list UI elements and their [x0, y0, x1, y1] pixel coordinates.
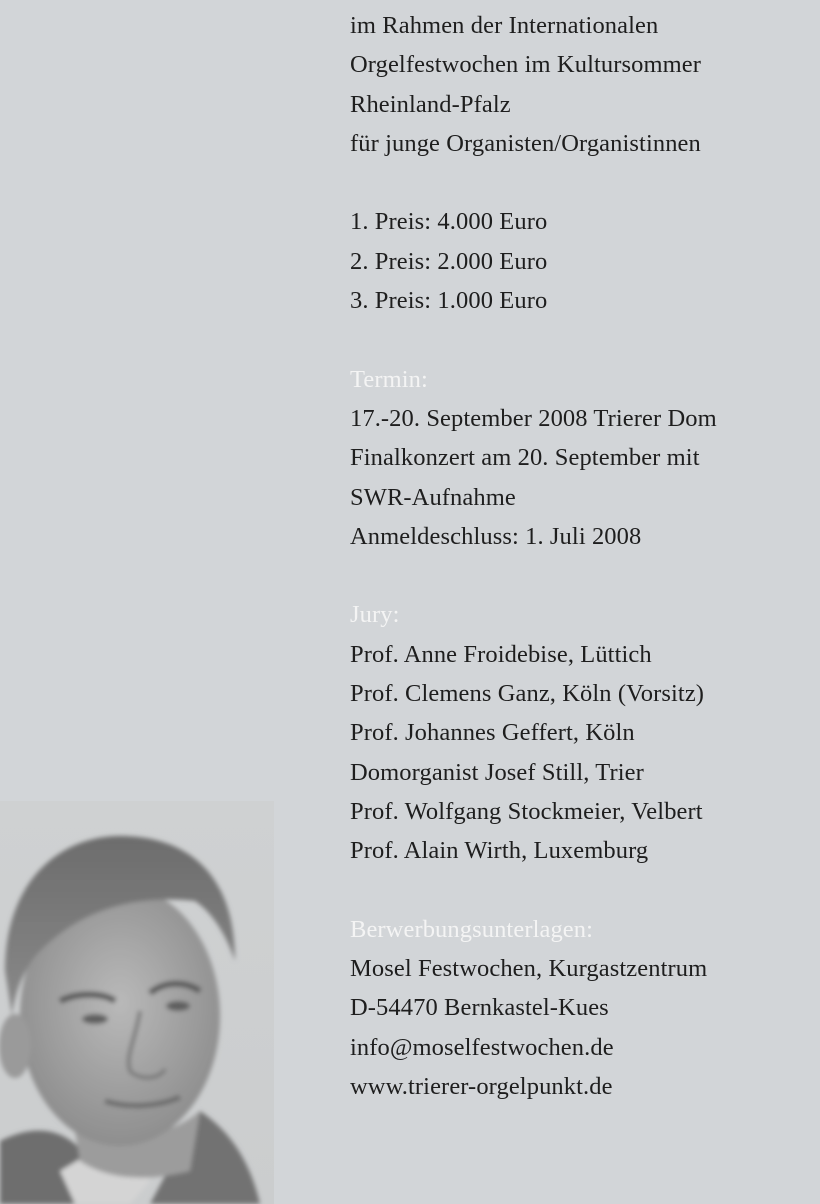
application-heading: Berwerbungsunterlagen: [350, 915, 594, 943]
spacer [350, 163, 810, 202]
termin-heading: Termin: [350, 365, 428, 393]
email-text: info@moselfestwochen.de [350, 1033, 614, 1061]
termin-line: Finalkonzert am 20. September mit [350, 444, 700, 472]
prize-item: 1. Preis: 4.000 Euro [350, 208, 548, 236]
jury-member: Prof. Clemens Ganz, Köln (Vorsitz) [350, 680, 705, 708]
spacer [350, 320, 810, 359]
jury-member: Prof. Johannes Geffert, Köln [350, 719, 635, 747]
jury-heading: Jury: [350, 601, 400, 629]
address-line: D-54470 Bernkastel-Kues [350, 994, 609, 1022]
termin-line: 17.-20. September 2008 Trierer Dom [350, 404, 717, 432]
spacer [350, 556, 810, 595]
application-section [350, 910, 810, 1106]
jury-member: Prof. Anne Froidebise, Lüttich [350, 640, 652, 668]
prizes-section [350, 202, 810, 320]
portrait-photo-icon [0, 801, 274, 1204]
intro-line: Rheinland-Pfalz [350, 90, 511, 118]
website-text: www.trierer-orgelpunkt.de [350, 1073, 613, 1101]
text-column [350, 6, 810, 1106]
intro-line: für junge Organisten/Organistinnen [350, 129, 701, 157]
termin-line: SWR-Aufnahme [350, 483, 516, 511]
intro-section [350, 6, 810, 163]
termin-section [350, 360, 810, 556]
jury-member: Domorganist Josef Still, Trier [350, 758, 644, 786]
jury-member: Prof. Alain Wirth, Luxemburg [350, 837, 649, 865]
intro-line: Orgelfestwochen im Kultursommer [350, 51, 702, 79]
termin-line: Anmeldeschluss: 1. Juli 2008 [350, 522, 642, 550]
intro-line: im Rahmen der Internationalen [350, 12, 659, 39]
address-line: Mosel Festwochen, Kurgastzentrum [350, 955, 708, 983]
jury-member: Prof. Wolfgang Stockmeier, Velbert [350, 797, 703, 825]
prize-item: 3. Preis: 1.000 Euro [350, 287, 548, 315]
jury-section [350, 595, 810, 870]
portrait-photo [0, 801, 274, 1204]
prize-item: 2. Preis: 2.000 Euro [350, 247, 548, 275]
spacer [350, 871, 810, 910]
